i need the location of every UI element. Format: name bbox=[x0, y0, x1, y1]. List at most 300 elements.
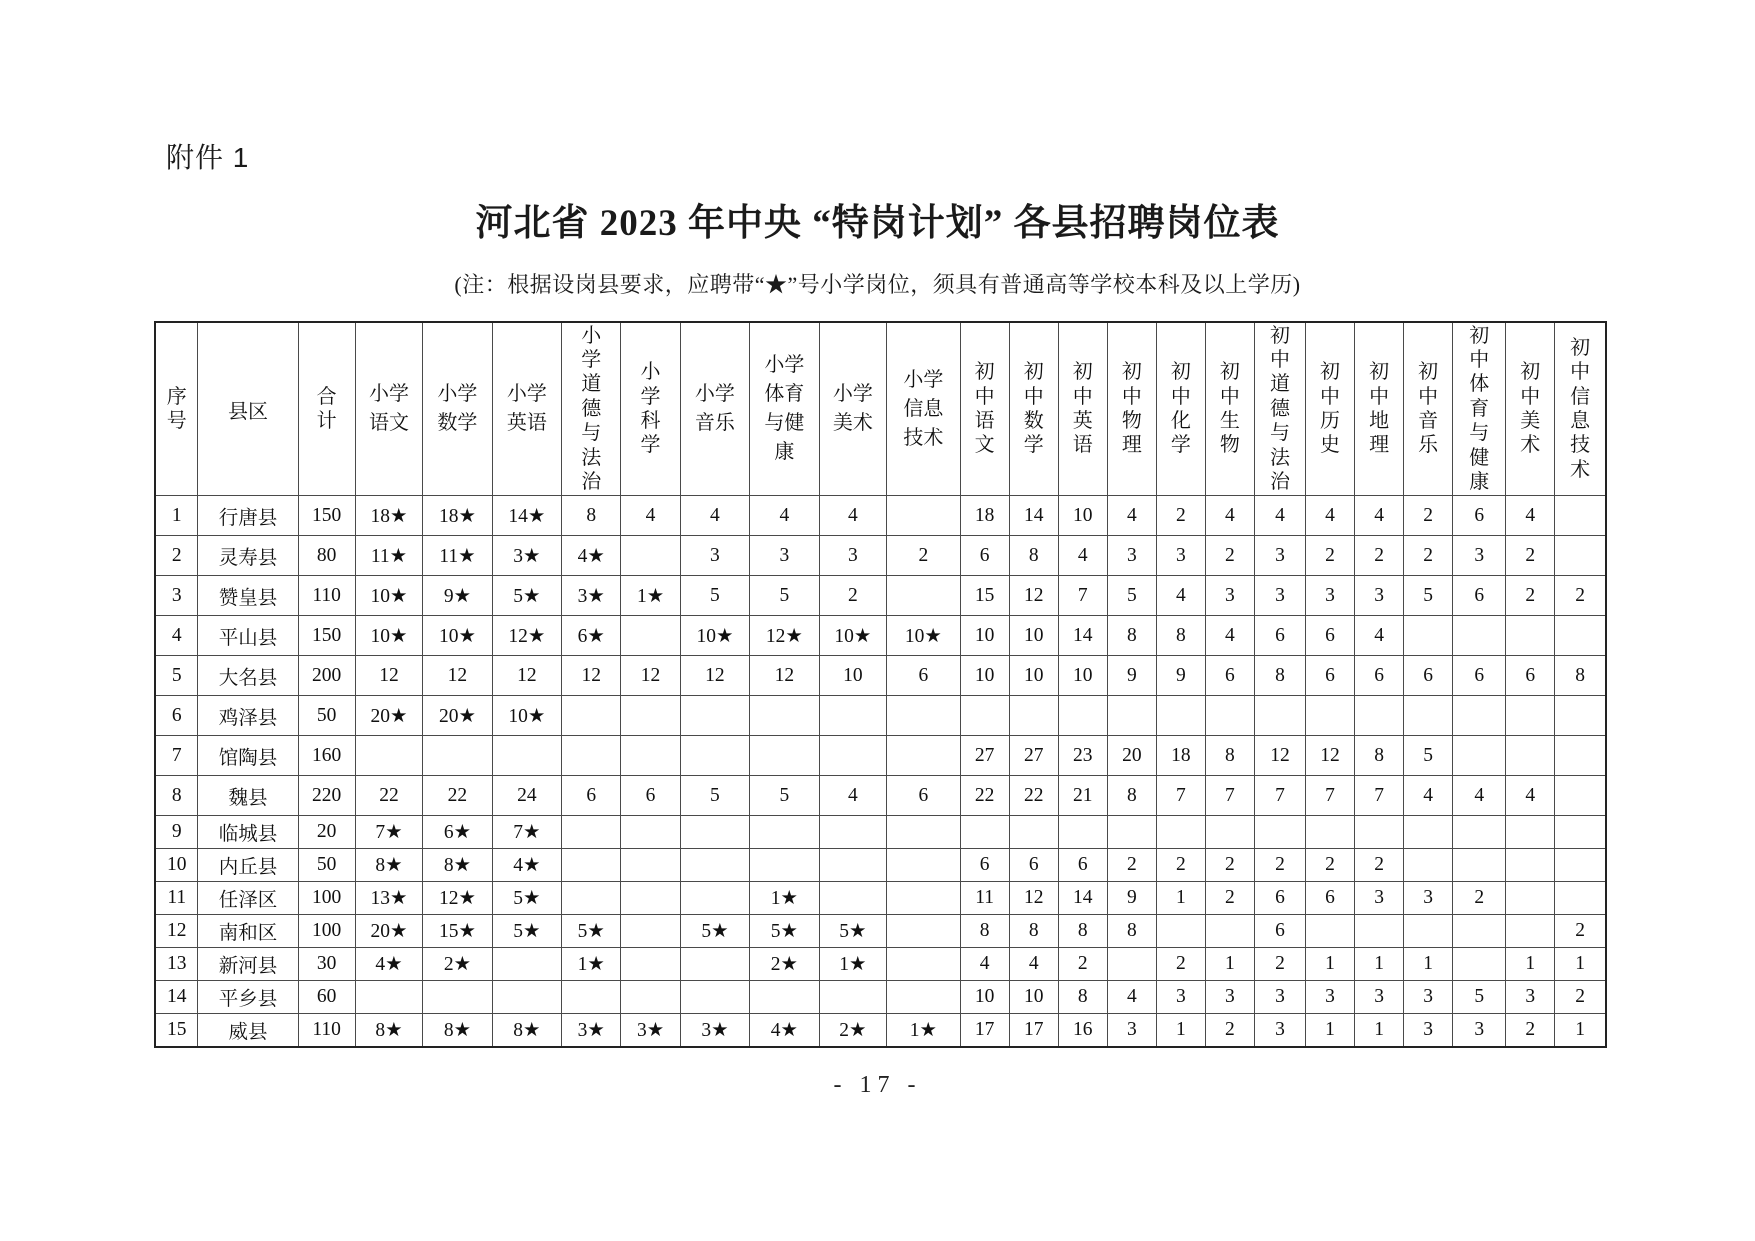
count-cell: 5★ bbox=[750, 915, 819, 948]
count-cell bbox=[621, 736, 680, 776]
column-header-label: 初中道德与法治 bbox=[1269, 324, 1290, 493]
column-header-10 bbox=[819, 322, 886, 496]
row-index-cell: 13 bbox=[155, 948, 198, 981]
count-cell: 8 bbox=[1107, 915, 1156, 948]
count-cell: 12 bbox=[423, 656, 492, 696]
count-cell bbox=[680, 981, 749, 1014]
county-cell: 大名县 bbox=[198, 656, 298, 696]
row-index-cell: 1 bbox=[155, 496, 198, 536]
count-cell bbox=[1306, 915, 1355, 948]
count-cell: 14 bbox=[1058, 616, 1107, 656]
column-header-label: 初中历史 bbox=[1320, 361, 1341, 457]
column-header-label: 初中生物 bbox=[1219, 361, 1240, 457]
count-cell: 5★ bbox=[492, 576, 561, 616]
total-cell: 200 bbox=[298, 656, 355, 696]
count-cell bbox=[492, 948, 561, 981]
count-cell bbox=[1453, 736, 1506, 776]
count-cell bbox=[621, 616, 680, 656]
count-cell: 2 bbox=[1156, 948, 1205, 981]
count-cell bbox=[1156, 696, 1205, 736]
count-cell: 5★ bbox=[562, 915, 621, 948]
total-cell: 50 bbox=[298, 849, 355, 882]
count-cell bbox=[887, 849, 961, 882]
count-cell: 6 bbox=[1453, 656, 1506, 696]
column-header-12 bbox=[960, 322, 1009, 496]
count-cell bbox=[1355, 915, 1404, 948]
count-cell bbox=[1555, 736, 1606, 776]
column-header-label: 初中美术 bbox=[1520, 361, 1541, 457]
count-cell: 2 bbox=[1555, 576, 1606, 616]
total-cell: 150 bbox=[298, 616, 355, 656]
count-cell bbox=[492, 736, 561, 776]
count-cell: 5 bbox=[750, 776, 819, 816]
count-cell: 21 bbox=[1058, 776, 1107, 816]
count-cell: 3 bbox=[1355, 882, 1404, 915]
positions-table bbox=[154, 321, 1607, 1048]
page-title: 河北省 2023 年中央 “特岗计划” 各县招聘岗位表 bbox=[475, 203, 1280, 244]
count-cell: 9 bbox=[1156, 656, 1205, 696]
column-header-label: 县区 bbox=[227, 400, 268, 423]
count-cell: 10 bbox=[960, 616, 1009, 656]
count-cell: 3★ bbox=[621, 1014, 680, 1048]
county-cell: 新河县 bbox=[198, 948, 298, 981]
table-row bbox=[155, 981, 1606, 1014]
count-cell: 5★ bbox=[680, 915, 749, 948]
count-cell: 6 bbox=[621, 776, 680, 816]
total-cell: 50 bbox=[298, 696, 355, 736]
column-header-9 bbox=[750, 322, 819, 496]
total-cell: 110 bbox=[298, 1014, 355, 1048]
table-row bbox=[155, 882, 1606, 915]
count-cell: 4 bbox=[750, 496, 819, 536]
column-header-4 bbox=[423, 322, 492, 496]
count-cell: 10 bbox=[1009, 616, 1058, 656]
count-cell: 3 bbox=[1355, 981, 1404, 1014]
total-cell: 160 bbox=[298, 736, 355, 776]
count-cell: 6 bbox=[1205, 656, 1254, 696]
column-header-20 bbox=[1355, 322, 1404, 496]
count-cell: 4 bbox=[1009, 948, 1058, 981]
count-cell: 10★ bbox=[355, 576, 422, 616]
county-cell: 威县 bbox=[198, 1014, 298, 1048]
count-cell: 3 bbox=[680, 536, 749, 576]
count-cell: 7 bbox=[1355, 776, 1404, 816]
row-index-cell: 2 bbox=[155, 536, 198, 576]
count-cell: 3 bbox=[1156, 536, 1205, 576]
table-row bbox=[155, 948, 1606, 981]
count-cell: 1★ bbox=[621, 576, 680, 616]
count-cell: 4 bbox=[1355, 616, 1404, 656]
count-cell: 1 bbox=[1506, 948, 1555, 981]
count-cell: 6 bbox=[1306, 882, 1355, 915]
count-cell bbox=[1156, 915, 1205, 948]
count-cell: 20★ bbox=[423, 696, 492, 736]
count-cell: 3 bbox=[1107, 536, 1156, 576]
column-header-label: 小学英语 bbox=[506, 383, 547, 434]
column-header-label: 小学科学 bbox=[640, 361, 661, 457]
column-header-label: 初中体育与健康 bbox=[1469, 324, 1490, 493]
count-cell bbox=[423, 736, 492, 776]
row-index-cell: 11 bbox=[155, 882, 198, 915]
column-header-label: 小学语文 bbox=[368, 383, 409, 434]
count-cell: 6 bbox=[1306, 616, 1355, 656]
count-cell bbox=[621, 981, 680, 1014]
table-row bbox=[155, 1014, 1606, 1048]
count-cell bbox=[562, 981, 621, 1014]
count-cell bbox=[680, 849, 749, 882]
count-cell bbox=[621, 536, 680, 576]
count-cell: 6 bbox=[1506, 656, 1555, 696]
column-header-label: 合计 bbox=[316, 385, 337, 432]
count-cell: 2 bbox=[819, 576, 886, 616]
count-cell: 8★ bbox=[423, 1014, 492, 1048]
page-number: - 17 - bbox=[833, 1072, 922, 1098]
count-cell: 9 bbox=[1107, 882, 1156, 915]
count-cell: 8 bbox=[562, 496, 621, 536]
count-cell bbox=[819, 882, 886, 915]
count-cell: 8★ bbox=[355, 849, 422, 882]
count-cell bbox=[887, 981, 961, 1014]
count-cell: 8 bbox=[1355, 736, 1404, 776]
count-cell bbox=[1453, 948, 1506, 981]
count-cell: 4 bbox=[1306, 496, 1355, 536]
count-cell bbox=[680, 736, 749, 776]
column-header-19 bbox=[1306, 322, 1355, 496]
count-cell: 10★ bbox=[819, 616, 886, 656]
county-cell: 临城县 bbox=[198, 816, 298, 849]
count-cell: 1★ bbox=[750, 882, 819, 915]
count-cell: 3★ bbox=[562, 576, 621, 616]
count-cell bbox=[355, 981, 422, 1014]
count-cell bbox=[621, 948, 680, 981]
count-cell: 12 bbox=[1306, 736, 1355, 776]
count-cell bbox=[1205, 816, 1254, 849]
count-cell: 4 bbox=[1107, 981, 1156, 1014]
count-cell: 10 bbox=[960, 656, 1009, 696]
count-cell: 5 bbox=[680, 576, 749, 616]
total-cell: 100 bbox=[298, 915, 355, 948]
count-cell: 2 bbox=[1156, 496, 1205, 536]
column-header-17 bbox=[1205, 322, 1254, 496]
count-cell bbox=[1555, 696, 1606, 736]
count-cell: 3 bbox=[1404, 981, 1453, 1014]
count-cell: 2 bbox=[1555, 915, 1606, 948]
county-cell: 南和区 bbox=[198, 915, 298, 948]
count-cell: 2 bbox=[1355, 536, 1404, 576]
column-header-15 bbox=[1107, 322, 1156, 496]
count-cell bbox=[819, 736, 886, 776]
count-cell: 18 bbox=[1156, 736, 1205, 776]
count-cell: 5 bbox=[680, 776, 749, 816]
count-cell bbox=[750, 981, 819, 1014]
column-header-label: 小学美术 bbox=[832, 383, 873, 434]
count-cell: 4 bbox=[1355, 496, 1404, 536]
count-cell: 3★ bbox=[562, 1014, 621, 1048]
count-cell bbox=[1506, 696, 1555, 736]
county-cell: 行唐县 bbox=[198, 496, 298, 536]
count-cell: 1 bbox=[1156, 1014, 1205, 1048]
count-cell: 3★ bbox=[680, 1014, 749, 1048]
count-cell: 22 bbox=[1009, 776, 1058, 816]
column-header-6 bbox=[562, 322, 621, 496]
count-cell: 3 bbox=[1404, 1014, 1453, 1048]
count-cell: 6 bbox=[1404, 656, 1453, 696]
count-cell bbox=[1254, 696, 1305, 736]
count-cell: 2 bbox=[1404, 496, 1453, 536]
count-cell: 17 bbox=[960, 1014, 1009, 1048]
column-header-label: 小学数学 bbox=[437, 383, 478, 434]
count-cell: 18★ bbox=[423, 496, 492, 536]
count-cell: 2 bbox=[1254, 948, 1305, 981]
count-cell: 12★ bbox=[750, 616, 819, 656]
count-cell: 4★ bbox=[750, 1014, 819, 1048]
count-cell bbox=[1355, 696, 1404, 736]
count-cell: 3 bbox=[1107, 1014, 1156, 1048]
column-header-0 bbox=[155, 322, 198, 496]
count-cell: 2 bbox=[1205, 536, 1254, 576]
count-cell: 2 bbox=[1205, 1014, 1254, 1048]
total-cell: 110 bbox=[298, 576, 355, 616]
count-cell: 10★ bbox=[423, 616, 492, 656]
count-cell: 22 bbox=[355, 776, 422, 816]
column-header-label: 初中化学 bbox=[1170, 361, 1191, 457]
table-header bbox=[155, 322, 1606, 496]
count-cell: 3 bbox=[1254, 981, 1305, 1014]
count-cell: 2 bbox=[1506, 576, 1555, 616]
column-header-label: 初中英语 bbox=[1072, 361, 1093, 457]
count-cell: 10 bbox=[960, 981, 1009, 1014]
row-index-cell: 9 bbox=[155, 816, 198, 849]
county-cell: 灵寿县 bbox=[198, 536, 298, 576]
count-cell: 1★ bbox=[819, 948, 886, 981]
count-cell: 8 bbox=[1009, 915, 1058, 948]
count-cell bbox=[1058, 696, 1107, 736]
column-header-23 bbox=[1506, 322, 1555, 496]
count-cell bbox=[1404, 696, 1453, 736]
count-cell: 2★ bbox=[423, 948, 492, 981]
count-cell: 8 bbox=[1107, 776, 1156, 816]
count-cell bbox=[1404, 816, 1453, 849]
count-cell: 4 bbox=[1453, 776, 1506, 816]
total-cell: 60 bbox=[298, 981, 355, 1014]
count-cell: 8 bbox=[1205, 736, 1254, 776]
row-index-cell: 15 bbox=[155, 1014, 198, 1048]
count-cell: 1 bbox=[1306, 1014, 1355, 1048]
count-cell bbox=[1506, 736, 1555, 776]
count-cell: 4★ bbox=[355, 948, 422, 981]
table-row bbox=[155, 915, 1606, 948]
count-cell: 6★ bbox=[423, 816, 492, 849]
count-cell bbox=[621, 696, 680, 736]
count-cell: 5★ bbox=[819, 915, 886, 948]
count-cell bbox=[1555, 496, 1606, 536]
count-cell bbox=[1058, 816, 1107, 849]
column-header-2 bbox=[298, 322, 355, 496]
count-cell bbox=[355, 736, 422, 776]
count-cell bbox=[1453, 696, 1506, 736]
row-index-cell: 14 bbox=[155, 981, 198, 1014]
header-row bbox=[155, 322, 1606, 496]
count-cell: 10 bbox=[1009, 656, 1058, 696]
total-cell: 30 bbox=[298, 948, 355, 981]
count-cell: 11 bbox=[960, 882, 1009, 915]
row-index-cell: 12 bbox=[155, 915, 198, 948]
table-row bbox=[155, 656, 1606, 696]
count-cell: 2 bbox=[1306, 536, 1355, 576]
count-cell bbox=[562, 816, 621, 849]
count-cell: 2 bbox=[1404, 536, 1453, 576]
count-cell: 3★ bbox=[492, 536, 561, 576]
count-cell: 3 bbox=[819, 536, 886, 576]
count-cell: 3 bbox=[1453, 1014, 1506, 1048]
count-cell: 2 bbox=[1306, 849, 1355, 882]
count-cell: 12 bbox=[355, 656, 422, 696]
count-cell: 1 bbox=[1404, 948, 1453, 981]
count-cell: 8★ bbox=[423, 849, 492, 882]
column-header-label: 小学道德与法治 bbox=[581, 324, 602, 493]
table-row bbox=[155, 736, 1606, 776]
count-cell: 10 bbox=[819, 656, 886, 696]
count-cell bbox=[1306, 816, 1355, 849]
column-header-label: 初中语文 bbox=[974, 361, 995, 457]
count-cell: 6 bbox=[1453, 496, 1506, 536]
county-cell: 赞皇县 bbox=[198, 576, 298, 616]
column-header-label: 序号 bbox=[166, 385, 187, 432]
count-cell: 10 bbox=[1058, 496, 1107, 536]
count-cell: 13★ bbox=[355, 882, 422, 915]
column-header-label: 小学体育与健康 bbox=[764, 354, 805, 463]
count-cell: 8 bbox=[1107, 616, 1156, 656]
count-cell: 4 bbox=[1254, 496, 1305, 536]
column-header-16 bbox=[1156, 322, 1205, 496]
count-cell: 12★ bbox=[492, 616, 561, 656]
count-cell: 5 bbox=[1404, 736, 1453, 776]
count-cell bbox=[750, 816, 819, 849]
count-cell: 4 bbox=[621, 496, 680, 536]
count-cell bbox=[1205, 696, 1254, 736]
count-cell: 11★ bbox=[355, 536, 422, 576]
count-cell: 8 bbox=[1254, 656, 1305, 696]
count-cell bbox=[819, 981, 886, 1014]
count-cell: 8 bbox=[1058, 981, 1107, 1014]
count-cell bbox=[1306, 696, 1355, 736]
count-cell bbox=[621, 915, 680, 948]
count-cell bbox=[750, 696, 819, 736]
count-cell bbox=[1506, 915, 1555, 948]
count-cell: 6 bbox=[1254, 616, 1305, 656]
count-cell: 18★ bbox=[355, 496, 422, 536]
count-cell: 6 bbox=[1009, 849, 1058, 882]
count-cell: 3 bbox=[1355, 576, 1404, 616]
column-header-14 bbox=[1058, 322, 1107, 496]
count-cell: 4★ bbox=[492, 849, 561, 882]
count-cell: 3 bbox=[1306, 576, 1355, 616]
count-cell bbox=[887, 576, 961, 616]
count-cell bbox=[1205, 915, 1254, 948]
count-cell bbox=[1555, 616, 1606, 656]
column-header-label: 小学信息技术 bbox=[903, 368, 944, 449]
count-cell: 6 bbox=[1355, 656, 1404, 696]
count-cell: 22 bbox=[960, 776, 1009, 816]
row-index-cell: 5 bbox=[155, 656, 198, 696]
count-cell: 9 bbox=[1107, 656, 1156, 696]
count-cell: 7★ bbox=[355, 816, 422, 849]
count-cell: 3 bbox=[1205, 981, 1254, 1014]
count-cell: 1 bbox=[1355, 1014, 1404, 1048]
column-header-label: 初中数学 bbox=[1023, 361, 1044, 457]
column-header-18 bbox=[1254, 322, 1305, 496]
count-cell: 27 bbox=[960, 736, 1009, 776]
count-cell bbox=[1555, 536, 1606, 576]
table-body bbox=[155, 496, 1606, 1048]
count-cell bbox=[680, 816, 749, 849]
table-row bbox=[155, 536, 1606, 576]
count-cell: 6 bbox=[887, 776, 961, 816]
row-index-cell: 3 bbox=[155, 576, 198, 616]
count-cell: 7★ bbox=[492, 816, 561, 849]
count-cell: 7 bbox=[1306, 776, 1355, 816]
count-cell: 4 bbox=[1156, 576, 1205, 616]
count-cell: 8★ bbox=[492, 1014, 561, 1048]
count-cell bbox=[1555, 776, 1606, 816]
count-cell: 4★ bbox=[562, 536, 621, 576]
total-cell: 220 bbox=[298, 776, 355, 816]
count-cell bbox=[1453, 915, 1506, 948]
column-header-5 bbox=[492, 322, 561, 496]
count-cell: 23 bbox=[1058, 736, 1107, 776]
count-cell: 4 bbox=[819, 776, 886, 816]
count-cell: 2 bbox=[1205, 849, 1254, 882]
count-cell bbox=[1404, 915, 1453, 948]
count-cell: 3 bbox=[1254, 1014, 1305, 1048]
count-cell: 6 bbox=[1058, 849, 1107, 882]
count-cell bbox=[680, 696, 749, 736]
count-cell: 2 bbox=[887, 536, 961, 576]
county-cell: 魏县 bbox=[198, 776, 298, 816]
count-cell: 2 bbox=[1555, 981, 1606, 1014]
county-cell: 内丘县 bbox=[198, 849, 298, 882]
count-cell bbox=[621, 882, 680, 915]
total-cell: 80 bbox=[298, 536, 355, 576]
count-cell: 8★ bbox=[355, 1014, 422, 1048]
table-row bbox=[155, 576, 1606, 616]
row-index-cell: 7 bbox=[155, 736, 198, 776]
count-cell: 2 bbox=[1156, 849, 1205, 882]
count-cell bbox=[887, 696, 961, 736]
count-cell: 6 bbox=[887, 656, 961, 696]
count-cell: 8 bbox=[1009, 536, 1058, 576]
count-cell bbox=[1453, 849, 1506, 882]
count-cell: 2 bbox=[1254, 849, 1305, 882]
table-row bbox=[155, 849, 1606, 882]
count-cell: 6 bbox=[1453, 576, 1506, 616]
total-cell: 150 bbox=[298, 496, 355, 536]
count-cell: 6 bbox=[1306, 656, 1355, 696]
count-cell bbox=[423, 981, 492, 1014]
column-header-13 bbox=[1009, 322, 1058, 496]
count-cell bbox=[562, 696, 621, 736]
count-cell: 2 bbox=[1453, 882, 1506, 915]
count-cell: 10 bbox=[1009, 981, 1058, 1014]
row-index-cell: 4 bbox=[155, 616, 198, 656]
count-cell bbox=[1506, 882, 1555, 915]
count-cell bbox=[887, 948, 961, 981]
note-line: (注：根据设岗县要求，应聘带“★”号小学岗位，须具有普通高等学校本科及以上学历) bbox=[454, 272, 1301, 297]
count-cell: 14★ bbox=[492, 496, 561, 536]
count-cell: 6 bbox=[1254, 882, 1305, 915]
count-cell: 14 bbox=[1058, 882, 1107, 915]
count-cell: 4 bbox=[960, 948, 1009, 981]
